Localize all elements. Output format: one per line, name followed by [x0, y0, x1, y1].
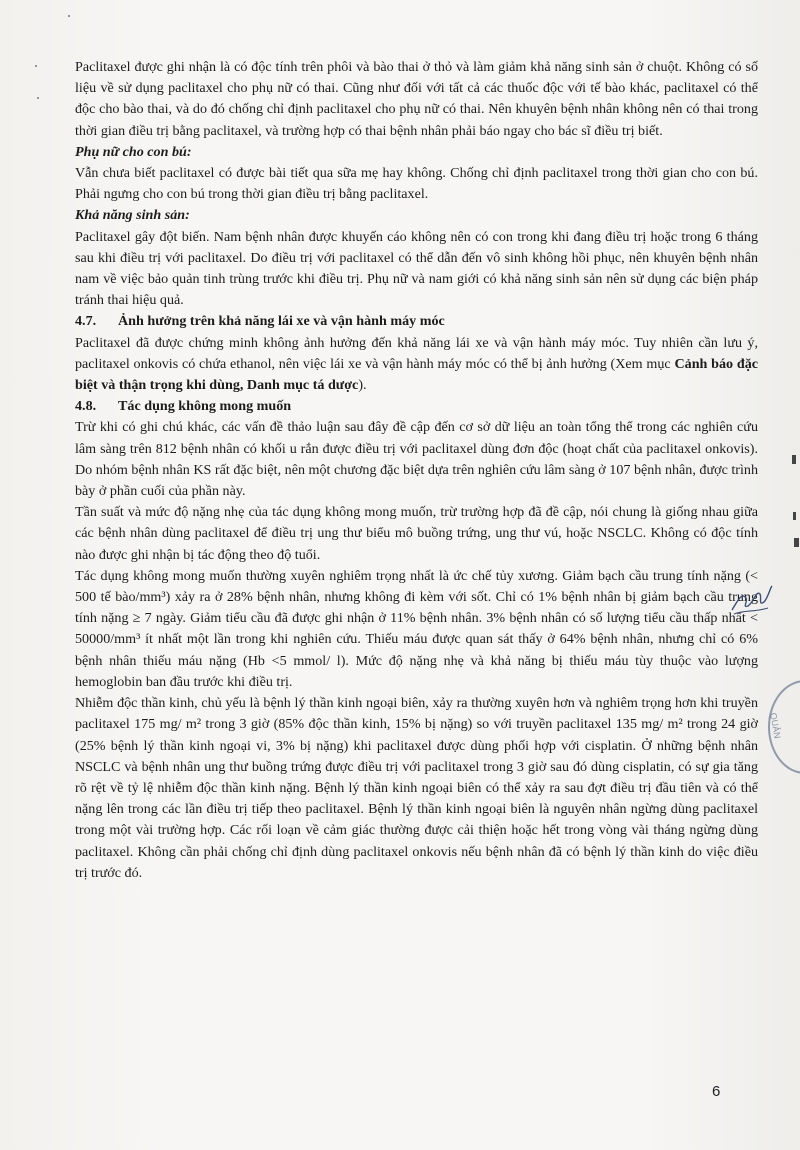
paragraph-myelosuppression: Tác dụng không mong muốn thường xuyên nghiêm trọng nhất là ức chế tủy xương. Giảm bạch cầu trung tính nặng (< 500 tế bào/mm³) xảy ra ở 28% bệnh nhân, nhưng không đi kèm với sốt. Chỉ có 1% bệnh nhân bị giảm bạch cầu trung tính nặng ≥ 7 ngày. Giảm tiểu cầu đã được ghi nhận ở 11% bệnh nhân. 3% bệnh nhân có số lượng tiểu cầu thấp nhất < 50000/mm³ ít nhất một lần trong khi nghiên cứu. Thiếu máu được quan sát thấy ở 64% bệnh nhân, nhưng chỉ có 6% bệnh nhân thiếu máu nặng (Hb <5 mmol/ l). Mức độ nặng nhẹ và khả năng bị thiếu máu tùy thuộc vào lượng hemoglobin ban đầu trước khi điều trị. — [75, 567, 758, 690]
paragraph-driving — [75, 333, 758, 397]
driving-text-end: ). — [358, 377, 367, 394]
paragraph-pregnancy: Paclitaxel được ghi nhận là có độc tính trên phôi và bào thai ở thỏ và làm giảm khả năng sinh sản ở chuột. Không có số liệu về sử dụng paclitaxel cho phụ nữ có thai. Cũng như đối với tất cả các thuốc độc với tế bào khác, paclitaxel có thể độc cho bào thai, và do đó chống chỉ định paclitaxel cho phụ nữ có thai. Nên khuyên bệnh nhân không nên có thai trong thời gian điều trị bằng paclitaxel, và trường hợp có thai bệnh nhân phải báo ngay cho bác sĩ điều trị biết. — [75, 59, 758, 139]
driving-text: Paclitaxel đã được chứng minh không ảnh hưởng đến khả năng lái xe và vận hành máy móc. Tuy nhiên cần lưu ý, paclitaxel onkovis có chứa ethanol, nên việc lái xe và vận hành máy móc có thể bị ảnh hưởng (Xem mục — [75, 334, 758, 372]
paragraph-fertility: Paclitaxel gây đột biến. Nam bệnh nhân được khuyến cáo không nên có con trong khi đang điều trị hoặc trong 6 tháng sau khi điều trị với paclitaxel. Do điều trị với paclitaxel có thể dẫn đến vô sinh không hồi phục, nên khuyên bệnh nhân nam về việc bảo quản tinh trùng trước khi điều trị. Phụ nữ và nam giới có khả năng sinh sản nên sử dụng các biện pháp tránh thai hiệu quả. — [75, 228, 758, 309]
page-number: 6 — [712, 1083, 721, 1100]
margin-mark — [792, 455, 796, 464]
section-number: 4.8. — [75, 398, 97, 415]
paragraph-safety-database: Trừ khi có ghi chú khác, các vấn đề thảo luận sau đây đề cập đến cơ sở dữ liệu an toàn tổng thể trong các nghiên cứu lâm sàng trên 812 bệnh nhân có khối u rắn được điều trị với paclitaxel dùng đơn độc (hoạt chất của paclitaxel onkovis). Do nhóm bệnh nhân KS rất đặc biệt, nên một chương đặc biệt dựa trên nghiên cứu lâm sàng ở 107 bệnh nhân, được trình bày ở phần cuối của phần này. — [75, 419, 758, 500]
stamp-text: QUẢN — [768, 712, 783, 740]
document-body — [75, 57, 758, 884]
section-title: Tác dụng không mong muốn — [118, 398, 292, 415]
handwritten-signature — [728, 580, 774, 620]
paragraph-frequency: Tần suất và mức độ nặng nhẹ của tác dụng không mong muốn, trừ trường hợp đã đề cập, nói chung là giống nhau giữa các bệnh nhân dùng paclitaxel để điều trị ung thư biểu mô buồng trứng, ung thư vú, hoặc NSCLC. Không có độc tính nào được ghi nhận bị tác động theo độ tuổi. — [75, 504, 758, 563]
paragraph-breastfeeding: Vẫn chưa biết paclitaxel có được bài tiết qua sữa mẹ hay không. Chống chỉ định paclitaxel trong thời gian cho con bú. Phải ngưng cho con bú trong thời gian điều trị bằng paclitaxel. — [75, 165, 758, 203]
margin-mark — [793, 512, 796, 520]
section-heading-4-8 — [75, 396, 758, 417]
margin-mark — [794, 538, 799, 547]
scan-speck — [37, 97, 39, 99]
section-number: 4.7. — [75, 313, 97, 330]
scan-speck — [35, 65, 37, 67]
section-title: Ảnh hưởng trên khả năng lái xe và vận hành máy móc — [118, 313, 445, 330]
cross-reference: Cảnh báo đặc biệt và thận trọng khi dùng, Danh mục tá dược — [75, 355, 758, 394]
scan-speck — [68, 15, 70, 17]
section-heading-4-7 — [75, 311, 758, 332]
paragraph-neurotoxicity: Nhiễm độc thần kinh, chủ yếu là bệnh lý thần kinh ngoại biên, xảy ra thường xuyên hơn và nghiêm trọng hơn khi truyền paclitaxel 175 mg/ m² trong 3 giờ (85% độc thần kinh, 15% bị nặng) so với truyền paclitaxel 135 mg/ m² trong 24 giờ (25% bệnh lý thần kinh ngoại vi, 3% bị nặng) khi paclitaxel được dùng phối hợp với cisplatin. Ở những bệnh nhân NSCLC và bệnh nhân ung thư buồng trứng được điều trị với paclitaxel trong 3 giờ sau đó dùng cisplatin, có sự gia tăng rõ rệt về tỷ lệ nhiễm độc thần kinh nặng. Bệnh lý thần kinh ngoại biên có thể xảy ra sau đợt điều trị đầu tiên và có thể nặng lên trong các lần điều trị tiếp theo paclitaxel. Bệnh lý thần kinh ngoại biên là nguyên nhân ngừng dùng paclitaxel trong một vài trường hợp. Các rối loạn về cảm giác thường được cải thiện hoặc hết trong vòng vài tháng ngừng dùng paclitaxel. Không cần phải chống chỉ định dùng paclitaxel onkovis nếu bệnh nhân đã có bệnh lý thần kinh do việc điều trị trước đó. — [75, 695, 758, 881]
subheading-breastfeeding: Phụ nữ cho con bú: — [75, 143, 192, 160]
subheading-fertility: Khả năng sinh sản: — [75, 207, 190, 224]
